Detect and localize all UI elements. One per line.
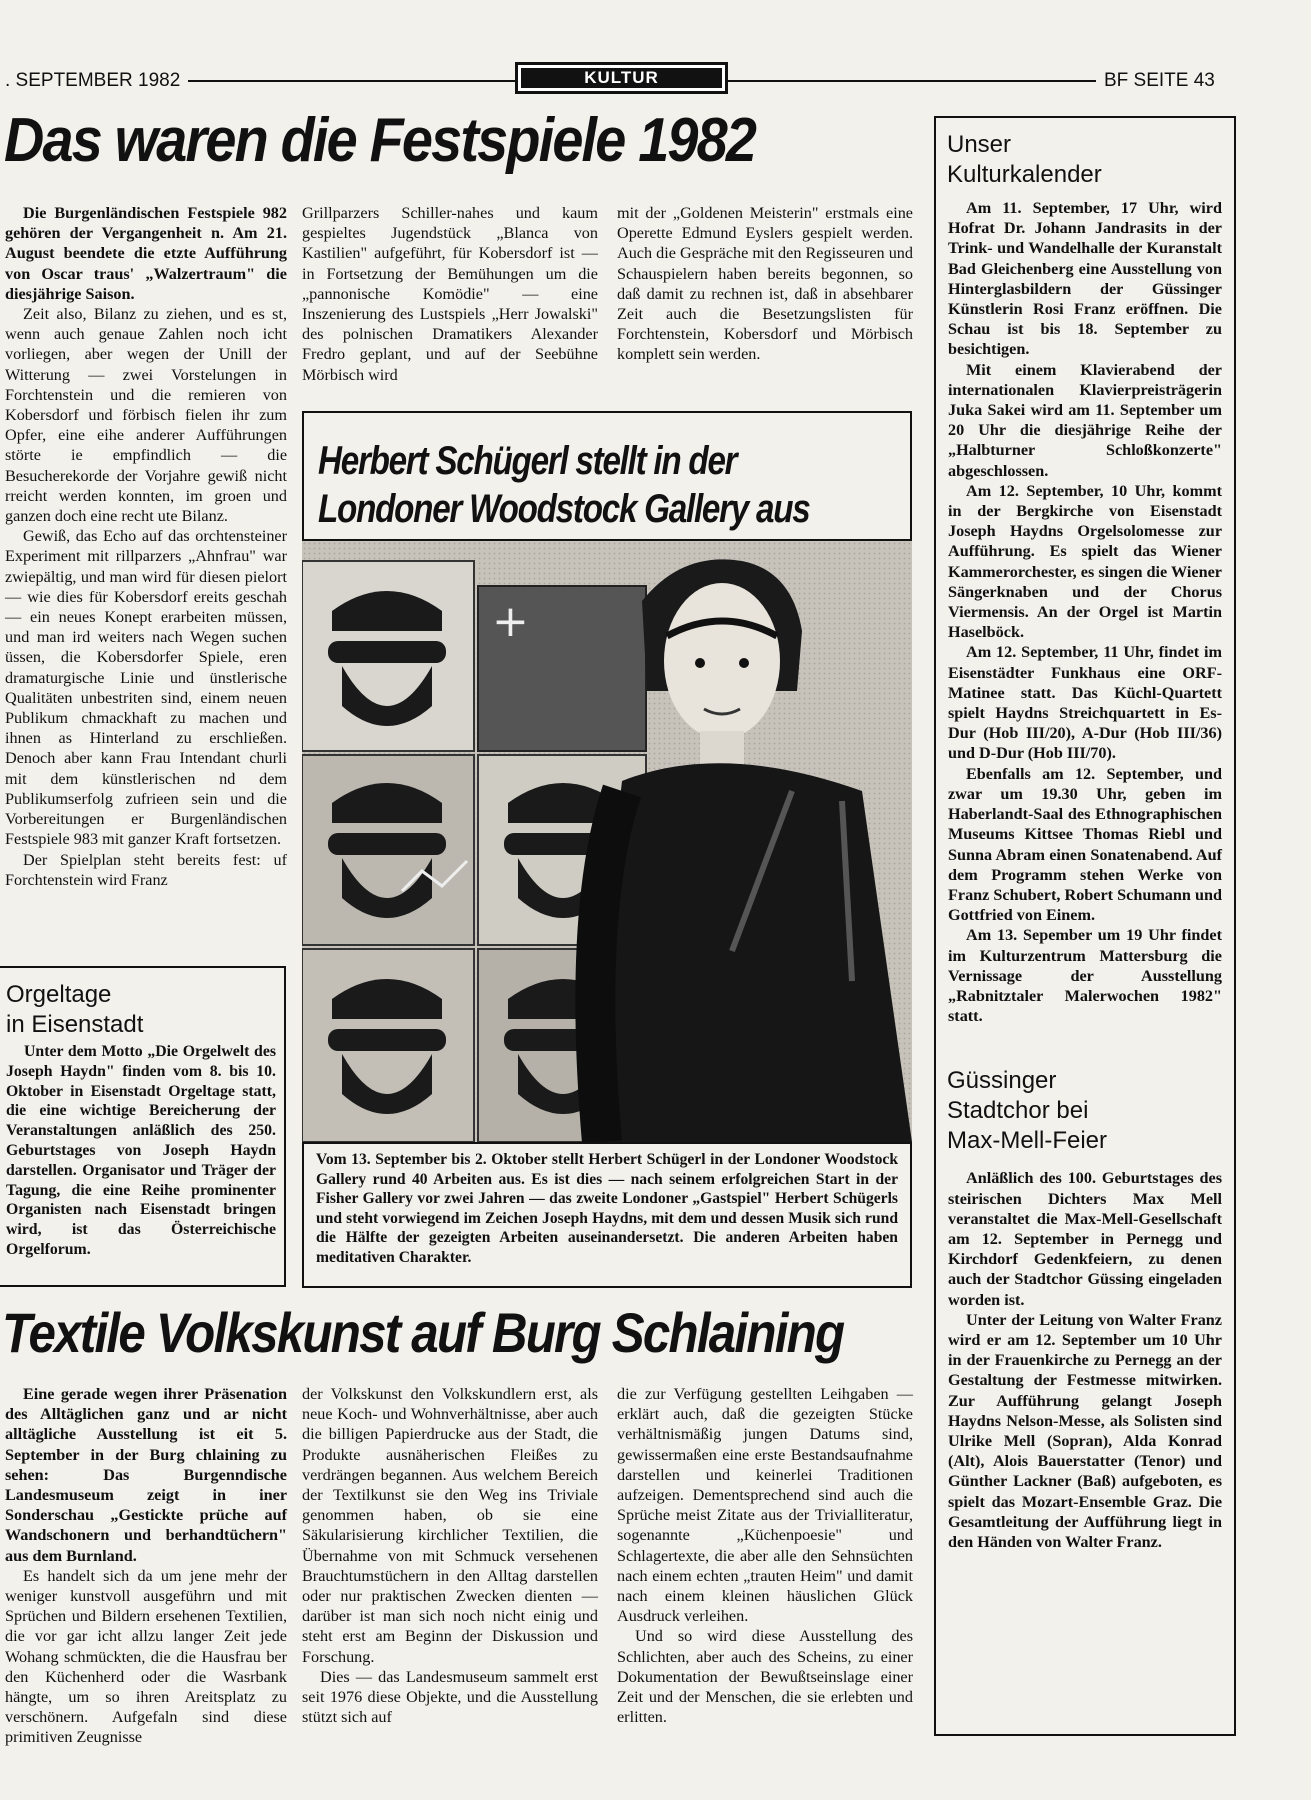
kulturkalender-paragraph: Am 12. September, 11 Uhr, findet im Eisenstädter Funkhaus eine ORF-Matinee statt. Das Küchl-Quartett spielt Haydns Streichquartett in Es-Dur (Hob III/20), A-Dur (Hob III/36) und D-Dur (Hob III/70). xyxy=(948,643,1222,763)
section-label: KULTUR xyxy=(515,62,728,94)
orgeltage-title: Orgeltage in Eisenstadt xyxy=(6,981,144,1038)
artist-photo-image xyxy=(302,541,912,1142)
textile-col1-paragraph: Es handelt sich da um jene mehr der weniger kunstvoll ausgeführn und mit Sprüchen und Bildern ersehenen Textilien, die vor gar icht allzu langer Zeit jede Wohang schmückten, die die Hausfrau ber den Küchenherd oder die Wasrbank hängte, um so ihren Areitsplatz zu verschönern. Aufgefaln sind diese primitiven Zeugnisse xyxy=(5,1566,287,1747)
headline-festspiele: Das waren die Festspiele 1982 xyxy=(4,106,756,175)
festspiele-column-1 xyxy=(5,203,287,890)
textile-col3-paragraph: Und so wird diese Ausstellung des Schlichten, aber auch des Scheins, zu einer Dokumentation der Bewußtseinslage einer Zeit und der Menschen, die sie erlebten und erlitten. xyxy=(617,1627,913,1727)
schuegerl-headline-box xyxy=(302,411,912,541)
festspiele-column-2 xyxy=(302,203,598,385)
festspiele-col3-text: mit der „Goldenen Meisterin" erstmals eine Operette Edmund Eyslers gespielt werden. Auch die Gespräche mit den Regisseuren und Schauspielern haben bereits begonnen, so daß damit zu rechnen ist, daß in absehbarer Zeit auch die Besetzungslisten für Forchtenstein, Kobersdorf und Mörbisch komplett sein werden. xyxy=(617,204,913,364)
sidebar-box xyxy=(934,116,1236,1736)
textile-column-1 xyxy=(5,1384,287,1748)
festspiele-column-3 xyxy=(617,203,913,365)
festspiele-col1-paragraph: Der Spielplan steht bereits fest: uf Forchtenstein wird Franz xyxy=(5,850,287,889)
stadtchor-body xyxy=(948,1168,1222,1552)
orgeltage-box xyxy=(0,966,286,1287)
schuegerl-caption-box xyxy=(302,1142,912,1288)
kulturkalender-title: Unser Kulturkalender xyxy=(947,131,1102,188)
header-rule-left xyxy=(188,80,515,82)
textile-col2-paragraph: Dies — das Landesmuseum sammelt erst seit 1976 diese Objekte, und die Ausstellung stützt sich auf xyxy=(302,1667,598,1727)
textile-column-2 xyxy=(302,1384,598,1727)
festspiele-col1-paragraph: Gewiß, das Echo auf das orchtensteiner Experiment mit rillparzers „Ahnfrau" war zwiepältig, und man wird für diesen pielort — wie dies für Kobersdorf ereits geschah — ein neues Konept erarbeiten müssen, und man ird weiters nach Wegen suchen üssen, die Kobersdorfer Spiele, eren dramaturgische Linie und ünstlerische Qualitäten unbestriten sind, einem neuen Publikum chmackhaft zu machen und ihnen as Hinterland zu erschließen. Denoch aber kann Frau Intendant churli mit dem künstlerischen nd dem Publikumserfolg zufrieen sein und die Vorbereitungen er Burgenländischen Festspiele 983 mit ganzer Kraft fortsetzen. xyxy=(5,527,287,849)
artist-photo xyxy=(302,541,912,1142)
stadtchor-paragraph: Unter der Leitung von Walter Franz wird er am 12. September um 10 Uhr in der Frauenkirche zu Pernegg an der Gestaltung der Festmesse mitwirken. Zur Aufführung gelangt Joseph Haydns Nelson-Messe, als Solisten sind Ulrike Mell (Sopran), Alda Konrad (Alt), Alois Bauerstatter (Tenor) und Günther Lackner (Baß) aufgeboten, es spielt das Mozart-Ensemble Graz. Die Gesamtleitung der Aufführung liegt in den Händen von Walter Franz. xyxy=(948,1310,1222,1551)
kulturkalender-paragraph: Ebenfalls am 12. September, und zwar um 19.30 Uhr, geben im Haberlandt-Saal des Ethnographischen Museums Kittsee Thomas Riebl und Sunna Abram einen Sonatenabend. Auf dem Programm stehen Werke von Franz Schubert, Robert Schumann und Gottfried von Einem. xyxy=(948,764,1222,925)
festspiele-col2-text: Grillparzers Schiller-nahes und kaum gespieltes Jugendstück „Blanca von Kastilien" aufgeführt, für Kobersdorf ist — in Fortsetzung der Bemühungen um die „pannonische Komödie" — eine Inszenierung des Lustspiels „Herr Jowalski" des polnischen Dramatikers Alexander Fredro geplant, und auf der Seebühne Mörbisch wird xyxy=(302,204,598,384)
textile-column-3 xyxy=(617,1384,913,1727)
festspiele-col1-paragraph: Zeit also, Bilanz zu ziehen, und es st, wenn auch genaue Zahlen noch icht vorliegen, aber wegen der Unill der Witterung — zwei Vorstelungen in Forchtenstein und die remieren von Kobersdorf und förbisch fielen ihr zum Opfer, eine eihe anderer Aufführungen störte ie empfindlich — die Besucherekorde der Vorjahre gewiß nicht rreicht werden konnten, im groen und ganzen doch eine recht ute Bilanz. xyxy=(5,305,287,526)
textile-col2-paragraph: der Volkskunst den Volkskundlern erst, als neue Koch- und Wohnverhältnisse, aber auch die billigen Papierdrucke aus der Stadt, die Produkte ausnäherischen Fleißes zu verdrängen begannen. Aus welchem Bereich der Textilkunst sie den Weg ins Triviale genommen haben, ob sie eine Säkularisierung kirchlicher Textilien, die Übernahme von mit Schmuck versehenen Brauchtumstüchern in den Alltag darstellen oder nur praktischen Zwecken dienten — darüber ist man sich noch nicht einig und steht erst am Beginn der Diskussion und Forschung. xyxy=(302,1385,598,1666)
kulturkalender-paragraph: Mit einem Klavierabend der internationalen Klavierpreisträgerin Juka Sakei wird am 11. September um 20 Uhr die diesjährige Reihe der „Halbturner Schloßkonzerte" abgeschlossen. xyxy=(948,360,1222,480)
kulturkalender-paragraph: Am 11. September, 17 Uhr, wird Hofrat Dr. Johann Jandrasits in der Trink- und Wandelhalle der Kuranstalt Bad Gleichenberg eine Ausstellung von Hinterglasbildern der Güssinger Künstlerin Rosi Franz eröffnen. Die Schau ist bis 18. September zu besichtigen. xyxy=(948,199,1222,359)
header-rule-right xyxy=(728,80,1096,82)
festspiele-col1-paragraph: Die Burgenländischen Festspiele 982 gehören der Vergangenheit n. Am 21. August beendete die etzte Aufführung von Oscar traus' „Walzertraum" die diesjährige Saison. xyxy=(5,204,287,303)
schuegerl-caption: Vom 13. September bis 2. Oktober stellt Herbert Schügerl in der Londoner Woodstock Gallery rund 40 Arbeiten aus. Es ist dies — nach seinem erfolgreichen Start in der Fisher Gallery vor zwei Jahren — das zweite Londoner „Gastspiel" Herbert Schügerls und steht vorwiegend im Zeichen Joseph Haydns, mit dem und dessen Musik sich rund die Hälfte der gezeigten Arbeiten auseinandersetzt. Die anderen Arbeiten haben meditativen Charakter. xyxy=(316,1151,898,1266)
textile-col3-paragraph: die zur Verfügung gestellten Leihgaben — erklärt auch, daß die gezeigten Stücke verhältnismäßig jungen Datums sind, gewissermaßen eine erste Bestandsaufnahme darstellen und keinerlei Traditionen aufzeigen. Dementsprechend sind auch die Sprüche meist Zitate aus der Trivialliteratur, sogenannte „Küchenpoesie" und Schlagertexte, die aber alle den Sehnsüchten nach einem echten „trauten Heim" und damit nach einem kleinen häuslichen Glück Ausdruck verleihen. xyxy=(617,1385,913,1626)
issue-date: . SEPTEMBER 1982 xyxy=(5,70,181,91)
kulturkalender-paragraph: Am 13. Sepember um 19 Uhr findet im Kulturzentrum Mattersburg die Vernissage der Ausstellung „Rabnitztaler Malerwochen 1982" statt. xyxy=(948,926,1222,1026)
kulturkalender-body xyxy=(948,198,1222,1026)
kulturkalender-paragraph: Am 12. September, 10 Uhr, kommt in der Bergkirche von Eisenstadt Joseph Haydns Orgelsolomesse zur Aufführung. Es spielt das Wiener Kammerorchester, es singen die Wiener Sängerknaben und der Chorus Viermensis. An der Orgel ist Martin Haselböck. xyxy=(948,481,1222,642)
textile-col1-paragraph: Eine gerade wegen ihrer Präsenation des Alltäglichen ganz und ar nicht alltägliche Ausstellung ist eit 5. September in der Burg chlaining zu sehen: Das Burgenndische Landesmuseum zeigt in iner Sonderschau „Gestickte prüche auf Wandschonern und berhandtüchern" aus dem Burnland. xyxy=(5,1385,287,1565)
stadtchor-paragraph: Anläßlich des 100. Geburtstages des steirischen Dichters Max Mell veranstaltet die Max-Mell-Gesellschaft am 12. September in Pernegg und Kirchdorf Gedenkfeiern, zu denen auch der Stadtchor Güssing eingeladen worden ist. xyxy=(948,1169,1222,1309)
stadtchor-title: Güssinger Stadtchor bei Max-Mell-Feier xyxy=(947,1067,1108,1155)
page-number: BF SEITE 43 xyxy=(1104,70,1215,91)
svg-text:+: + xyxy=(492,596,529,647)
schuegerl-headline: Herbert Schügerl stellt in der Londoner Woodstock Gallery aus xyxy=(318,439,810,531)
headline-textile: Textile Volkskunst auf Burg Schlaining xyxy=(2,1301,844,1364)
orgeltage-body: Unter dem Motto „Die Orgelwelt des Joseph Haydn" finden vom 8. bis 10. Oktober in Eisenstadt Orgeltage statt, die eine wichtige Bereicherung der Veranstaltungen anläßlich des 250. Geburtstages von Joseph Haydn darstellen. Organisator und Träger der Tagung, die eine Reihe prominenter Organisten nach Eisenstadt bringen wird, ist das Österreichische Orgelforum. xyxy=(6,1043,276,1258)
